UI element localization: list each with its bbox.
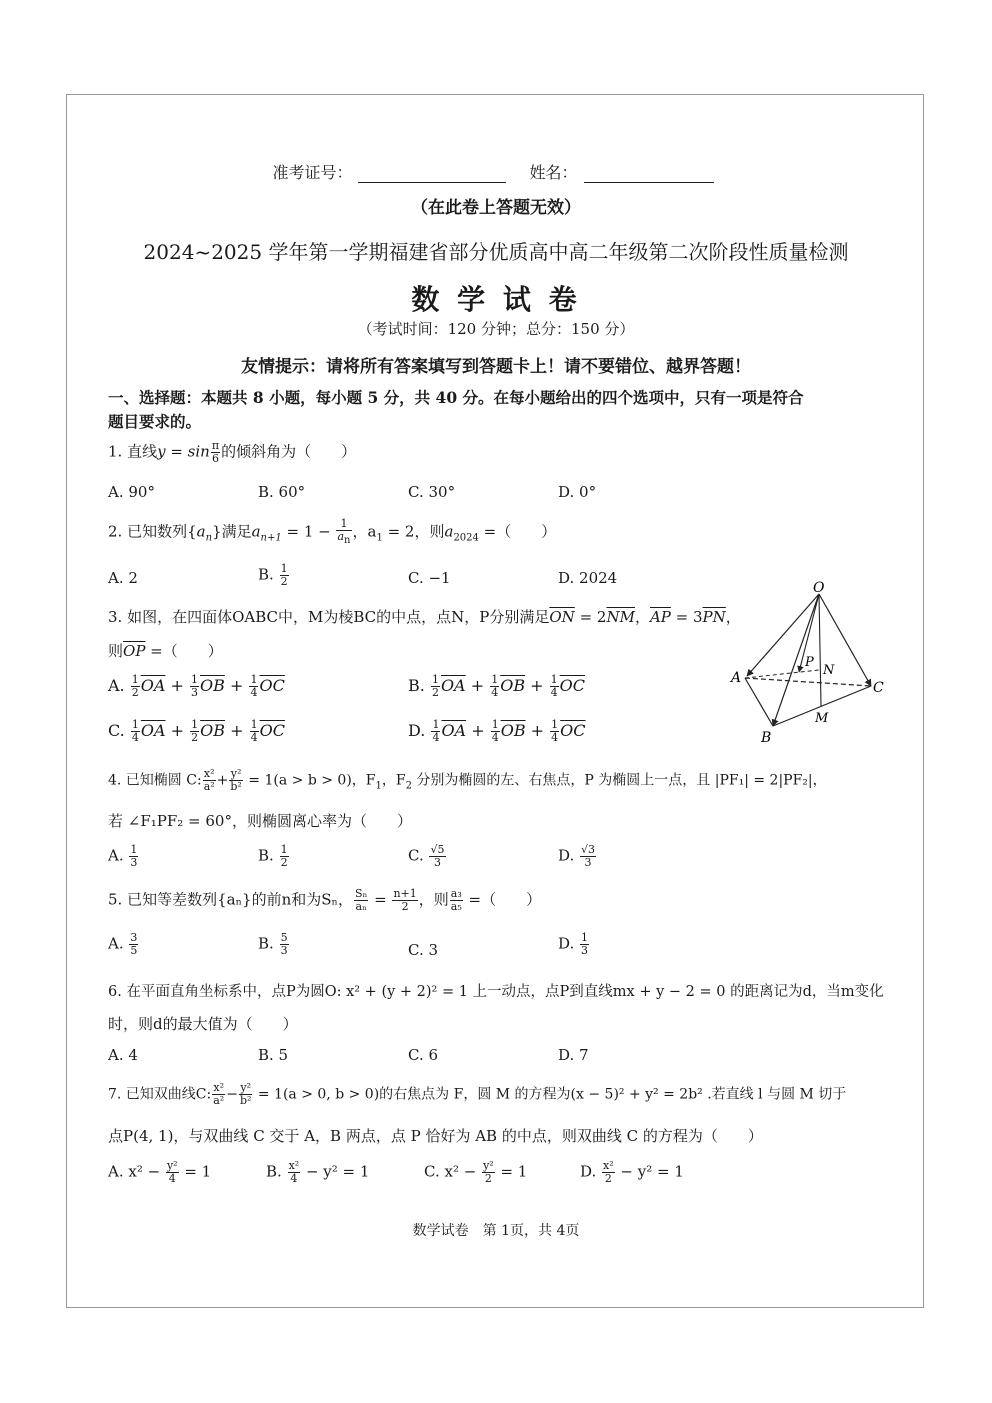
label-c: C [873,680,884,696]
q7-option-a: A. x² − $\frac{\text{y²}}{4}$ = 1 [108,1159,212,1185]
exam-time-info: （考试时间：120 分钟；总分：150 分） [357,320,635,338]
name-blank [584,166,714,183]
question-4-line2: 若 ∠F₁PF₂ = 60°，则椭圆离心率为（ ） [108,812,412,830]
question-6-line1: 6. 在平面直角坐标系中，点P为圆O: x² + (y + 2)² = 1 上一动点，点P到直线mx + y − 2 = 0 的距离记为d，当m变化 [108,984,884,1000]
question-7-line2: 点P(4, 1)，与双曲线 C 交于 A，B 两点，点 P 恰好为 AB 的中点，则双曲线 C 的方程为（ ） [108,1127,763,1145]
question-6-line2: 时，则d的最大值为（ ） [108,1015,298,1033]
q7-option-d: D. $\frac{\text{x²}}{2}$ − y² = 1 [580,1159,684,1185]
line-om [819,594,821,706]
edge-ab [745,678,773,726]
tetrahedron-figure [725,580,895,750]
section1-instruction-line1: 一、选择题：本题共 8 小题，每小题 5 分，共 40 分。在每小题给出的四个选项中，只有一项是符合 [108,388,804,407]
q1-option-a: A. 90° [108,483,155,501]
question-7-line1: 7. 已知双曲线C: $\frac{\text{x²}}{\text{a²}}$ − $\frac{\text{y²}}{\text{b²}}$ = 1(a > 0, b > 0)的右焦点为 F，圆 M 的方程为(x − 5)² + y² = 2b² .若直线 l 与圆 M 切于 [108,1081,847,1107]
page-footer: 数学试卷 第 1页，共 4页 [412,1223,580,1239]
name-label: 姓名： [529,163,578,182]
q4-option-a: A. $\frac{1}{3}$ [108,843,138,869]
label-a: A [731,670,742,686]
ticket-blank [358,166,506,183]
q7-option-c: C. x² − $\frac{\text{y²}}{2}$ = 1 [424,1159,528,1185]
line-an [745,670,819,678]
q1-option-b: B. 60° [258,483,306,501]
q5-option-a: A. $\frac{3}{5}$ [108,931,138,957]
q6-option-b: B. 5 [258,1046,289,1064]
q6-option-d: D. 7 [558,1046,589,1064]
q3-option-d: D. $\frac{1}{4}$ $\overline{OA}$ + $\frac{1}{4}$ $\overline{OB}$ + $\frac{1}{4}$ $\overline{OC}$ [408,718,586,744]
label-b: B [761,730,772,746]
q4-option-c: C. $\frac{√5}{3}$ [408,843,445,869]
q4-option-d: D. $\frac{√3}{3}$ [558,843,596,869]
q6-option-a: A. 4 [108,1046,138,1064]
label-o: O [813,580,825,596]
question-3-line1: 3. 如图，在四面体OABC中，M为棱BC的中点，点N，P分别满足$\overline{ON} = 2\overline{NM}$，$\overline{AP} = 3\overline{PN}$， [108,608,741,626]
q4-option-b: B. $\frac{1}{2}$ [258,843,288,869]
question-3-line2: 则$\overline{OP}$ =（ ） [108,642,223,660]
section1-instruction-line2: 题目要求的。 [108,412,202,431]
q2-option-b: B. $\frac{1}{2}$ [258,562,288,588]
q3-option-a: A. $\frac{1}{2}$ $\overline{OA}$ + $\frac{1}{3}$ $\overline{OB}$ + $\frac{1}{4}$ $\overline{OC}$ [108,673,285,699]
candidate-info-line [0,160,992,183]
q1-option-d: D. 0° [558,483,597,501]
invalid-note: （在此卷上答题无效） [411,198,581,218]
q2-option-c: C. −1 [408,569,451,587]
ticket-label: 准考证号： [272,163,353,182]
subject-title: 数 学 试 卷 [411,283,581,316]
q3-option-c: C. $\frac{1}{4}$ $\overline{OA}$ + $\frac{1}{2}$ $\overline{OB}$ + $\frac{1}{4}$ $\overline{OC}$ [108,718,285,744]
q7-option-b: B. $\frac{\text{x²}}{4}$ − y² = 1 [266,1159,370,1185]
q6-option-c: C. 6 [408,1046,439,1064]
q3-option-b: B. $\frac{1}{2}$ $\overline{OA}$ + $\frac{1}{4}$ $\overline{OB}$ + $\frac{1}{4}$ $\overline{OC}$ [408,673,586,699]
friendly-tip: 友情提示：请将所有答案填写到答题卡上！请不要错位、越界答题！ [241,357,751,377]
question-4-line1: 4. 已知椭圆 C: $\frac{\text{x²}}{\text{a²}}$ + $\frac{\text{y²}}{\text{b²}}$ = 1(a > b > 0)，$F_1$，$F_2$ 分别为椭圆的左、右焦点，P 为椭圆上一点，且 |PF₁| = 2|PF₂|， [108,767,827,793]
question-2: 2. 已知数列$\{a_n\}$满足$a_{n+1} = 1$ − $\frac{1}{a_n}$ ，$a_1 = 2$，则$a_{2024}$ =（ ） [108,517,557,547]
label-m: M [815,711,829,726]
q1-option-c: C. 30° [408,483,456,501]
q2-option-d: D. 2024 [558,569,618,587]
question-1: 1. 直线y = sin $\frac{\pi}{6}$ 的倾斜角为（ ） [108,439,357,465]
label-p: P [805,655,814,670]
edge-ac [745,678,871,686]
label-n: N [823,663,835,678]
q5-option-d: D. $\frac{1}{3}$ [558,931,589,957]
exam-title: 2024~2025 学年第一学期福建省部分优质高中高二年级第二次阶段性质量检测 [143,240,849,264]
q5-option-c: C. 3 [408,941,439,959]
question-5: 5. 已知等差数列{aₙ}的前n和为Sₙ， $\frac{\text{Sₙ}}{\text{aₙ}}$ = $\frac{n+1}{2}$ ，则 $\frac{\text{a₃}}{\text{a₅}}$ =（ ） [108,887,542,913]
q2-option-a: A. 2 [108,569,138,587]
q5-option-b: B. $\frac{5}{3}$ [258,931,288,957]
